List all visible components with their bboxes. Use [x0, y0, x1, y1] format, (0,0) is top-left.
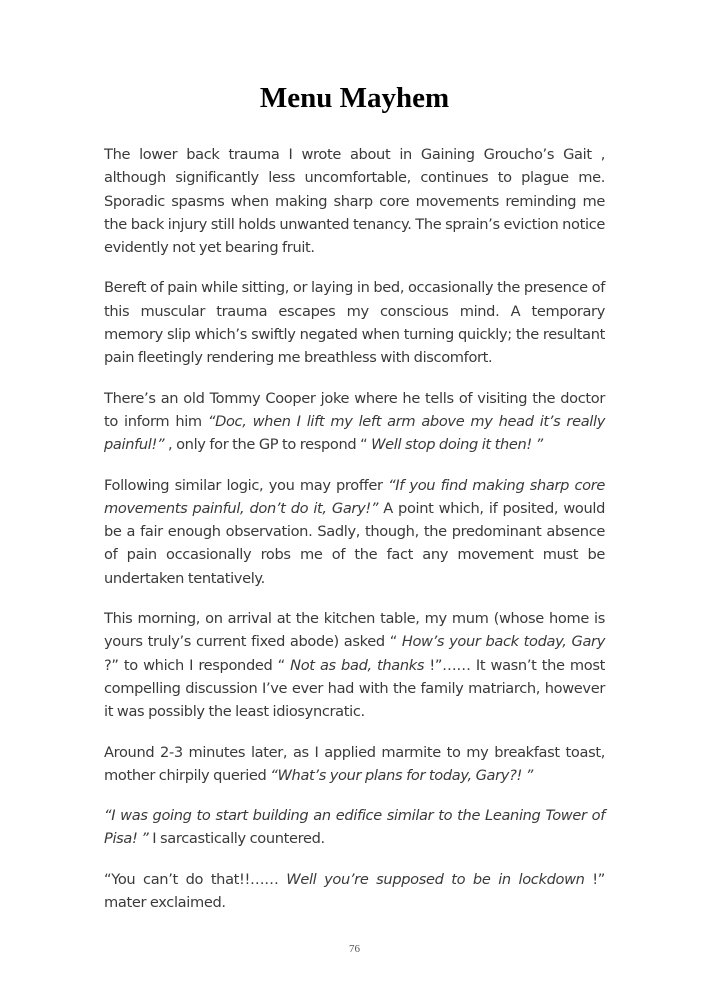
paragraph-4-text: A point which, if posited, would be a fair enough observation. Sadly, though, the predominant absence of pain occasionally robs me of the fact any movement must be undertaken tentatively. — [104, 499, 606, 587]
paragraph-4-quote: “If you find making sharp core movements painful, don’t do it, Gary!” — [104, 476, 605, 517]
paragraph-5-text: This morning, on arrival at the kitchen table, my mum (whose home is yours truly’s current fixed abode) asked “ — [104, 610, 605, 651]
paragraph-6 — [104, 741, 605, 788]
paragraph-7-text: I sarcastically countered. — [148, 830, 325, 848]
paragraph-7 — [104, 804, 605, 851]
paragraph-2: Bereft of pain while sitting, or laying in bed, occasionally the presence of this muscular trauma escapes my conscious mind. A temporary memory slip which’s swiftly negated when turning quickly; the resultant pain fleetingly rendering me breathless with discomfort. — [104, 279, 605, 367]
paragraph-5 — [104, 607, 605, 723]
paragraph-8-quote: Well you’re supposed to be in lockdown — [286, 870, 585, 888]
page-number: 76 — [349, 943, 360, 955]
paragraph-8-text: “You can’t do that!!…… — [104, 870, 287, 888]
paragraph-4 — [104, 474, 605, 590]
paragraph-6-quote: “What’s your plans for today, Gary?! ” — [270, 766, 533, 784]
paragraph-3-quote: “Doc, when I lift my left arm above my head it’s really painful!” — [104, 412, 605, 454]
paragraph-4-text: Following similar logic, you may proffer — [104, 476, 389, 494]
paragraph-3 — [104, 387, 605, 457]
paragraph-3-quote: Well stop doing it then! ” — [371, 436, 543, 454]
paragraph-8-text: !” mater exclaimed. — [104, 870, 605, 912]
paragraph-3-text: , only for the GP to respond “ — [164, 436, 372, 454]
paragraph-3-text: There’s an old Tommy Cooper joke where he tells of visiting the doctor to inform him — [104, 389, 605, 430]
paragraph-8 — [104, 868, 605, 915]
paragraph-5-quote: How’s your back today, Gary — [401, 633, 605, 651]
paragraph-5-quote: Not as bad, thanks — [290, 656, 425, 674]
body-text — [104, 143, 605, 914]
paragraph-5-text: ?” to which I responded “ — [104, 656, 291, 674]
page-title: Menu Mayhem — [259, 82, 450, 114]
paragraph-5-text: !”…… It wasn’t the most compelling discussion I’ve ever had with the family matriarch, however it was possibly the least idiosyncratic. — [104, 656, 605, 721]
paragraph-1: The lower back trauma I wrote about in Gaining Groucho’s Gait , although significantly less uncomfortable, continues to plague me. Sporadic spasms when making sharp core movements reminding me the back injury still holds unwanted tenancy. The sprain’s eviction notice evidently not yet bearing fruit. — [104, 146, 606, 257]
paragraph-6-text: Around 2-3 minutes later, as I applied marmite to my breakfast toast, mother chirpily queried — [104, 743, 605, 784]
paragraph-7-quote: “I was going to start building an edifice similar to the Leaning Tower of Pisa! ” — [104, 807, 605, 848]
